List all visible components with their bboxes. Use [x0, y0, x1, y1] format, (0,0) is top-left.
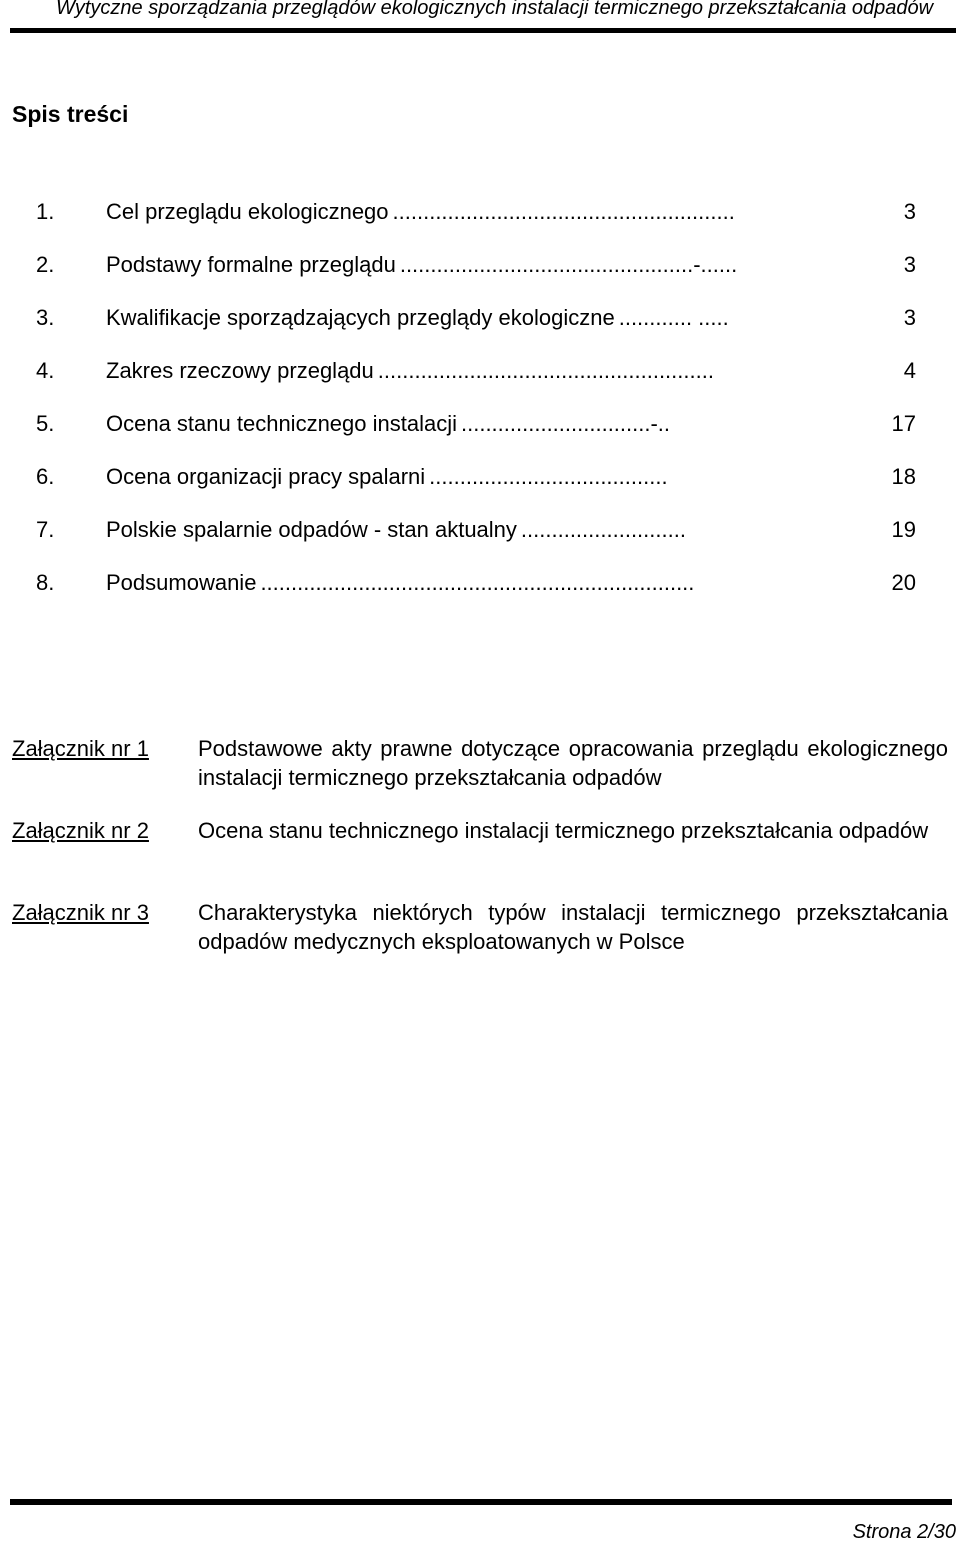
toc-entry-number: 5.	[36, 411, 55, 436]
toc-entry-number: 8.	[36, 570, 55, 595]
toc-entry-title[interactable]: Polskie spalarnie odpadów - stan aktualny	[106, 517, 517, 542]
toc-entry-title[interactable]: Cel przeglądu ekologicznego	[106, 199, 389, 224]
toc-leader-dots: ........................................................	[392, 199, 735, 224]
annex-description: Charakterystyka niektórych typów instalacji termicznego przekształcania odpadów medycznych eksploatowanych w Polsce	[198, 900, 948, 954]
toc-entry-2[interactable]	[36, 249, 916, 302]
toc-leader-dots: ............ .....	[618, 305, 729, 330]
footer-divider	[10, 1499, 952, 1505]
toc-entry-number: 6.	[36, 464, 55, 489]
toc-entry-title[interactable]: Podsumowanie	[106, 570, 257, 595]
toc-entry-number: 7.	[36, 517, 55, 542]
toc-entry-5[interactable]	[36, 408, 916, 461]
toc-entry-3[interactable]	[36, 302, 916, 355]
annex-item-2	[12, 816, 948, 876]
toc-entry-8[interactable]	[36, 567, 916, 620]
toc-entry-number: 3.	[36, 305, 55, 330]
toc-leader-dots: ...........................	[520, 517, 686, 542]
annex-item-3	[12, 898, 948, 988]
toc-entry-page[interactable]: 19	[891, 517, 916, 542]
toc-entry-page[interactable]: 4	[903, 358, 916, 383]
page-number: Strona 2/30	[852, 1521, 956, 1543]
toc-leader-dots: .......................................	[429, 464, 668, 489]
toc-entry-title[interactable]: Ocena organizacji pracy spalarni	[106, 464, 426, 489]
toc-entry-page[interactable]: 18	[891, 464, 916, 489]
toc-entry-1[interactable]	[36, 196, 916, 249]
annex-label[interactable]: Załącznik nr 2	[12, 818, 149, 843]
annex-description: Podstawowe akty prawne dotyczące opracowania przeglądu ekologicznego instalacji termicznego przekształcania odpadów	[198, 736, 948, 790]
toc-entry-title[interactable]: Podstawy formalne przeglądu	[106, 252, 396, 277]
toc-leader-dots: .......................................................................	[260, 570, 695, 595]
annex-item-1	[12, 734, 948, 794]
toc-entry-page[interactable]: 3	[903, 199, 916, 224]
toc-entry-number: 1.	[36, 199, 55, 224]
toc-entry-page[interactable]: 17	[891, 411, 916, 436]
toc-heading: Spis treści	[12, 101, 129, 127]
header-divider	[10, 28, 956, 33]
toc-entry-number: 4.	[36, 358, 55, 383]
toc-entry-page[interactable]: 3	[903, 305, 916, 330]
toc-entry-6[interactable]	[36, 461, 916, 514]
toc-entry-4[interactable]	[36, 355, 916, 408]
annex-description: Ocena stanu technicznego instalacji termicznego przekształcania odpadów	[198, 818, 929, 843]
toc-entry-title[interactable]: Kwalifikacje sporządzających przeglądy ekologiczne	[106, 305, 615, 330]
toc-entry-title[interactable]: Zakres rzeczowy przeglądu	[106, 358, 374, 383]
toc-entry-title[interactable]: Ocena stanu technicznego instalacji	[106, 411, 457, 436]
annex-label[interactable]: Załącznik nr 3	[12, 900, 149, 925]
toc-leader-dots: ...............................-..	[461, 411, 671, 436]
toc-entry-page[interactable]: 3	[903, 252, 916, 277]
toc-entry-page[interactable]: 20	[891, 570, 916, 595]
annex-label[interactable]: Załącznik nr 1	[12, 736, 149, 761]
toc-entry-number: 2.	[36, 252, 55, 277]
page-header-title: Wytyczne sporządzania przeglądów ekologicznych instalacji termicznego przekształcania odpadów	[56, 0, 934, 19]
toc-entry-7[interactable]	[36, 514, 916, 567]
toc-leader-dots: ................................................-......	[399, 252, 738, 277]
toc-leader-dots: .......................................................	[377, 358, 714, 383]
table-of-contents	[36, 196, 916, 620]
